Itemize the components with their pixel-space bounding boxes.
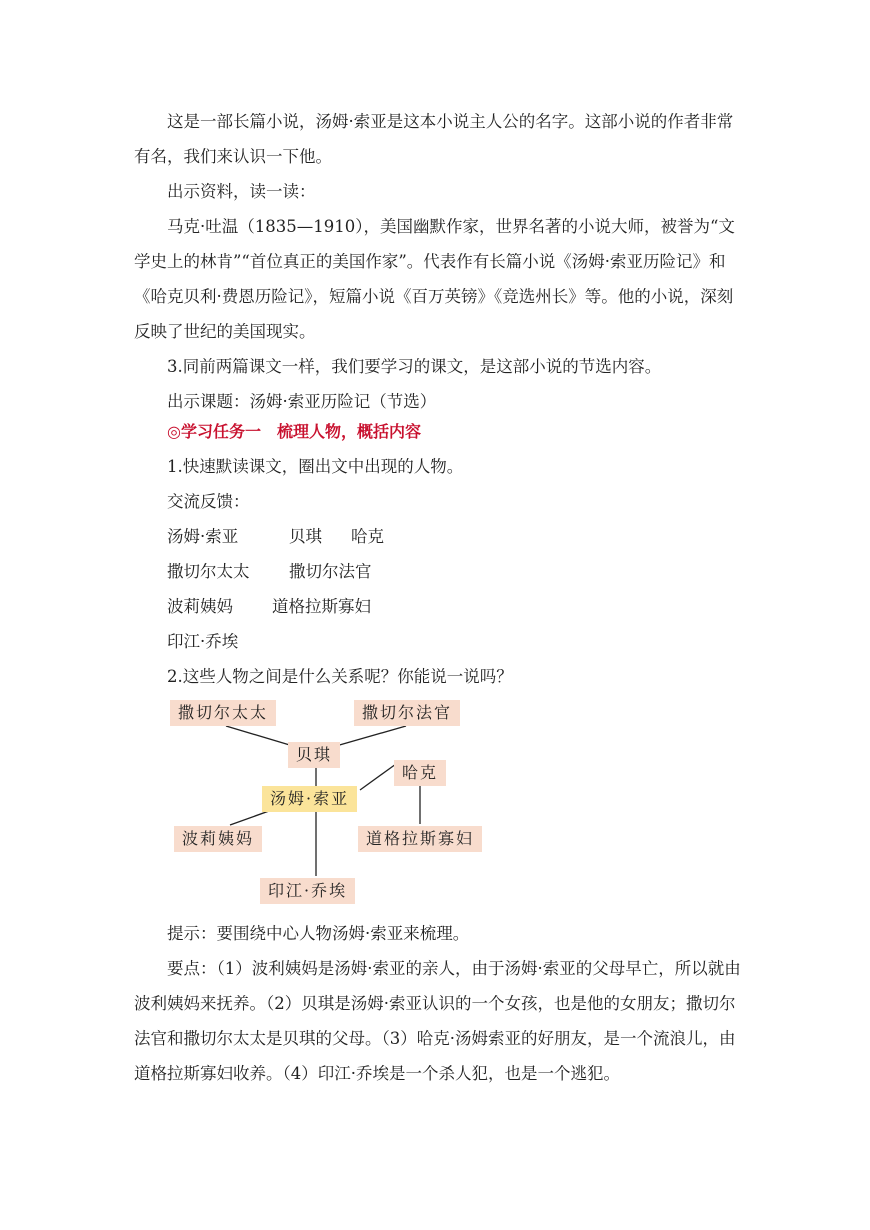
key-points-paragraph xyxy=(134,951,742,1091)
key-points-text: 要点：（1）波利姨妈是汤姆·索亚的亲人，由于汤姆·索亚的父母早亡，所以就由波利姨妈来抚养。（2）贝琪是汤姆·索亚认识的一个女孩，也是他的女朋友；撒切尔法官和撒切尔太太是贝琪的父母。（3）哈克·汤姆索亚的好朋友，是一个流浪儿，由道格拉斯寡妇收养。（4）印江·乔埃是一个杀人犯，也是一个逃犯。 xyxy=(134,959,741,1083)
hint-line: 提示：要围绕中心人物汤姆·索亚来梳理。 xyxy=(167,924,470,943)
node-becky: 贝琪 xyxy=(288,742,340,768)
connector-tom-huck xyxy=(360,764,396,790)
intro-paragraph-2: 出示资料，读一读： xyxy=(167,182,316,201)
intro-paragraph-1-text: 这是一部长篇小说，汤姆·索亚是这本小说主人公的名字。这部小说的作者非常有名，我们来认识一下他。 xyxy=(134,112,734,166)
connector-mrs-thatcher-becky xyxy=(226,726,293,746)
character-name: 撒切尔法官 xyxy=(289,562,372,581)
character-name: 汤姆·索亚 xyxy=(167,527,239,546)
node-judge-thatcher: 撒切尔法官 xyxy=(354,700,460,726)
character-row-4 xyxy=(167,624,238,659)
character-relationship-diagram xyxy=(168,698,488,908)
node-aunt-polly: 波莉姨妈 xyxy=(174,826,262,852)
task1-step2: 2.这些人物之间是什么关系呢？你能说一说吗？ xyxy=(167,667,513,686)
connector-judge-thatcher-becky xyxy=(336,726,406,746)
intro-paragraph-1 xyxy=(134,104,742,174)
character-name: 哈克 xyxy=(351,527,384,546)
node-huck: 哈克 xyxy=(394,760,446,786)
node-tom-sawyer: 汤姆·索亚 xyxy=(262,786,357,812)
character-row-3 xyxy=(167,589,371,624)
intro-paragraph-4: 3.同前两篇课文一样，我们要学习的课文，是这部小说的节选内容。 xyxy=(167,357,662,376)
character-name: 贝琪 xyxy=(289,527,322,546)
node-injun-joe: 印江·乔埃 xyxy=(260,878,355,904)
task1-heading: ◎学习任务一 梳理人物，概括内容 xyxy=(167,422,421,441)
character-row-2 xyxy=(167,554,372,589)
lesson-title-line: 出示课题：汤姆·索亚历险记（节选） xyxy=(167,392,437,411)
character-row-1 xyxy=(167,519,384,554)
author-info-text: 马克·吐温（1835—1910），美国幽默作家，世界名著的小说大师，被誉为“文学史上的林肯”“首位真正的美国作家”。代表作有长篇小说《汤姆·索亚历险记》和《哈克贝利·费恩历险记》，短篇小说《百万英镑》《竞选州长》等。他的小说，深刻反映了世纪的美国现实。 xyxy=(134,217,735,341)
author-info-paragraph xyxy=(134,209,742,349)
character-name: 印江·乔埃 xyxy=(167,632,239,651)
node-mrs-thatcher: 撒切尔太太 xyxy=(170,700,276,726)
node-widow-douglas: 道格拉斯寡妇 xyxy=(358,826,482,852)
character-name: 道格拉斯寡妇 xyxy=(272,597,371,616)
character-name: 波莉姨妈 xyxy=(167,597,233,616)
character-name: 撒切尔太太 xyxy=(167,562,250,581)
task1-step1: 1.快速默读课文，圈出文中出现的人物。 xyxy=(167,457,464,476)
feedback-label: 交流反馈： xyxy=(167,492,250,511)
